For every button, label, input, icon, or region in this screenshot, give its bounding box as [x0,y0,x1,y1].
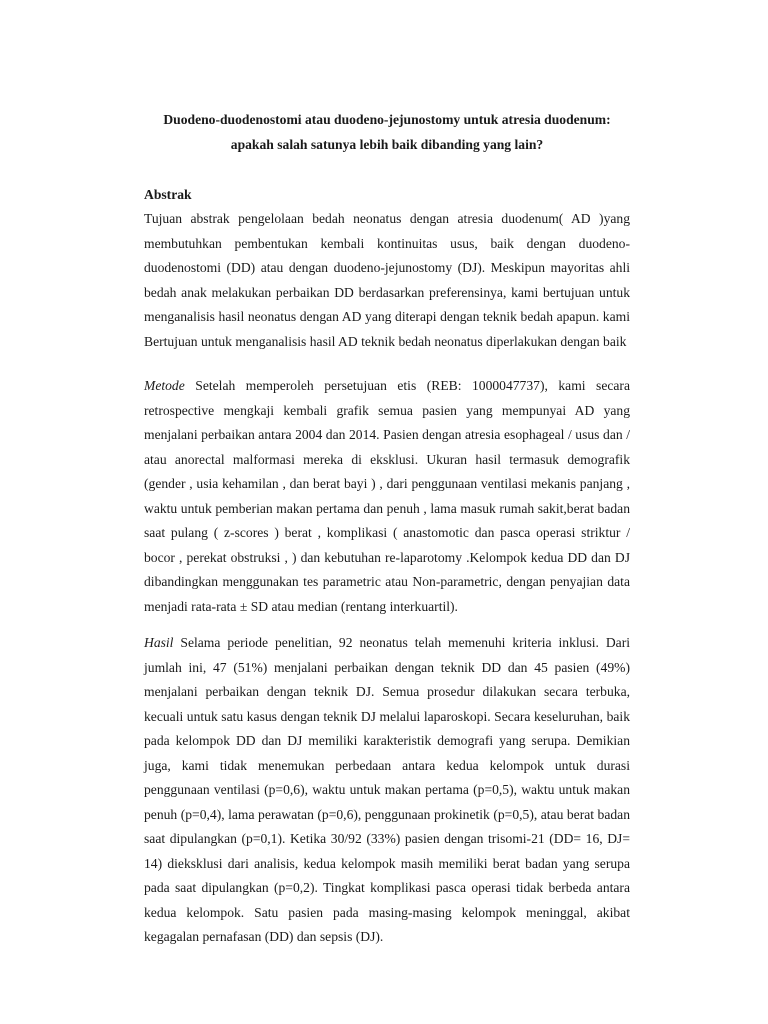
hasil-label: Hasil [144,635,174,650]
metode-label: Metode [144,378,185,393]
paragraph-spacer [144,354,630,374]
document-title: Duodeno-duodenostomi atau duodeno-jejunostomy untuk atresia duodenum: apakah salah satunya lebih baik dibanding yang lain? [163,112,611,152]
abstract-heading: Abstrak [144,187,192,202]
tujuan-paragraph: Tujuan abstrak pengelolaan bedah neonatus dengan atresia duodenum( AD )yang membutuhkan pembentukan kembali kontinuitas usus, baik dengan duodeno-duodenostomi (DD) atau dengan duodeno-jejunostomy (DJ). Meskipun mayoritas ahli bedah anak melakukan perbaikan DD berdasarkan preferensinya, kami bertujuan untuk menganalisis hasil neonatus dengan AD yang diterapi dengan teknik bedah apapun. kami Bertujuan untuk menganalisis hasil AD teknik bedah neonatus diperlakukan dengan baik [144,211,630,349]
hasil-paragraph [144,631,630,950]
metode-paragraph [144,374,630,619]
paragraph-spacer [144,619,630,631]
document-page [144,108,630,950]
hasil-text: Selama periode penelitian, 92 neonatus telah memenuhi kriteria inklusi. Dari jumlah ini, 47 (51%) menjalani perbaikan dengan teknik DD dan 45 pasien (49%) menjalani perbaikan dengan teknik DJ. Semua prosedur dilakukan secara terbuka, kecuali untuk satu kasus dengan teknik DJ melalui laparoskopi. Secara keseluruhan, baik pada kelompok DD dan DJ memiliki karakteristik demografi yang serupa. Demikian juga, kami tidak menemukan perbedaan antara kedua kelompok untuk durasi penggunaan ventilasi (p=0,6), waktu untuk makan pertama (p=0,5), waktu untuk makan penuh (p=0,4), lama perawatan (p=0,6), penggunaan prokinetik (p=0,5), atau berat badan saat dipulangkan (p=0,1). Ketika 30/92 (33%) pasien dengan trisomi-21 (DD= 16, DJ= 14) dieksklusi dari analisis, kedua kelompok masih memiliki berat badan yang serupa pada saat dipulangkan (p=0,2). Tingkat komplikasi pasca operasi tidak berbeda antara kedua kelompok. Satu pasien pada masing-masing kelompok meninggal, akibat kegagalan pernafasan (DD) dan sepsis (DJ). [144,635,630,944]
metode-text: Setelah memperoleh persetujuan etis (REB: 1000047737), kami secara retrospective mengkaji kembali grafik semua pasien yang mempunyai AD yang menjalani perbaikan antara 2004 dan 2014. Pasien dengan atresia esophageal / usus dan / atau anorectal malformasi mereka di eksklusi. Ukuran hasil termasuk demografik (gender , usia kehamilan , dan berat bayi ) , dari penggunaan ventilasi mekanis panjang , waktu untuk pemberian makan pertama dan penuh , lama masuk rumah sakit,berat badan saat pulang ( z-scores ) berat , komplikasi ( anastomotic dan pasca operasi striktur / bocor , perekat obstruksi , ) dan kebutuhan re-laparotomy .Kelompok kedua DD dan DJ dibandingkan menggunakan tes parametric atau Non-parametric, dengan penyajian data menjadi rata-rata ± SD atau median (rentang interkuartil). [144,378,630,614]
